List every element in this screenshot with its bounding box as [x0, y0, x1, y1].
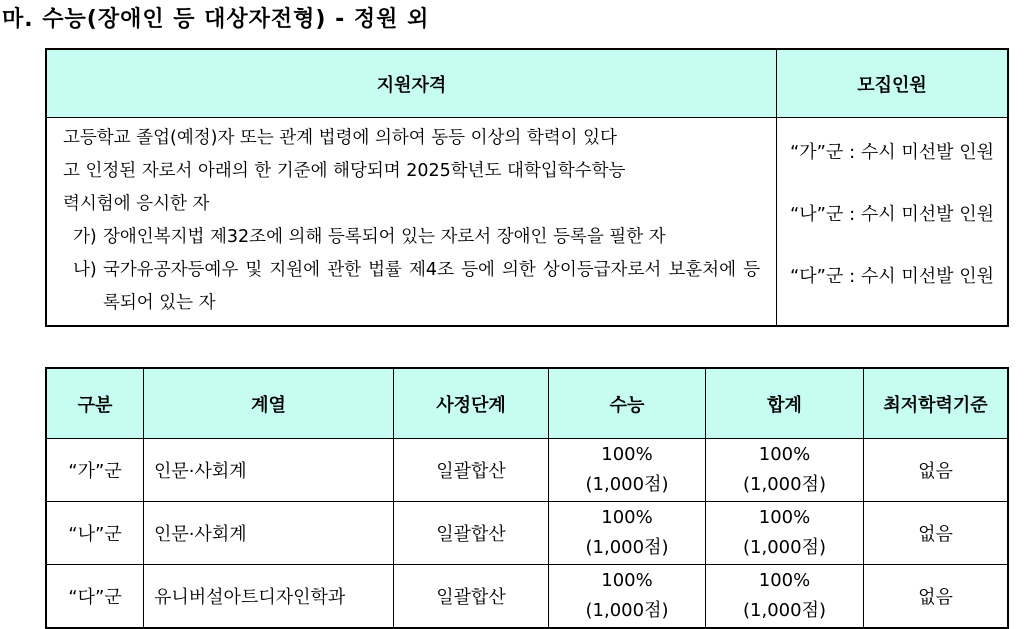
minimum-cell: 없음: [864, 565, 1009, 629]
total-percent: 100%: [758, 444, 811, 465]
suneung-cell: [549, 439, 706, 502]
total-cell: [706, 502, 864, 565]
header-stage: 사정단계: [394, 368, 549, 439]
selection-table: [45, 367, 1009, 629]
qualification-header: 지원자격: [46, 49, 777, 118]
minimum-cell: 없음: [864, 439, 1009, 502]
header-suneung: 수능: [549, 368, 706, 439]
qualification-line: 고 인정된 자로서 아래의 한 기준에 해당되며 2025학년도 대학입학수학능: [63, 161, 626, 181]
qualification-line: 력시험에 응시한 자: [63, 194, 210, 214]
criterion-text: 장애인복지법 제32조에 의해 등록되어 있는 자로서 장애인 등록을 필한 자: [103, 227, 666, 247]
group-cell: “다”군: [46, 565, 144, 629]
total-percent: 100%: [758, 507, 811, 528]
major-cell: 유니버설아트디자인학과: [144, 565, 394, 629]
suneung-percent: 100%: [601, 444, 653, 465]
table-row: [46, 565, 1008, 629]
table-row: [46, 439, 1008, 502]
stage-cell: 일괄합산: [394, 565, 549, 629]
header-total: 합계: [706, 368, 864, 439]
qualification-line: 고등학교 졸업(예정)자 또는 관계 법령에 의하여 동등 이상의 학력이 있다: [63, 128, 617, 148]
quota-cell: [777, 118, 1009, 327]
qualification-table: [45, 48, 1009, 327]
header-major: 계열: [144, 368, 394, 439]
criterion-item: [63, 221, 760, 254]
total-percent: 100%: [758, 570, 811, 591]
total-cell: [706, 439, 864, 502]
suneung-points: (1,000점): [585, 474, 669, 495]
header-minimum: 최저학력기준: [864, 368, 1009, 439]
criterion-item: [63, 254, 760, 320]
total-points: (1,000점): [743, 537, 826, 558]
suneung-points: (1,000점): [585, 600, 669, 621]
major-cell: 인문·사회계: [144, 502, 394, 565]
qualification-body-row: [46, 118, 1008, 327]
quota-da: “다”군 : 수시 미선발 인원: [789, 266, 995, 287]
total-points: (1,000점): [743, 600, 826, 621]
stage-cell: 일괄합산: [394, 439, 549, 502]
suneung-percent: 100%: [601, 570, 653, 591]
group-cell: “가”군: [46, 439, 144, 502]
quota-ga: “가”군 : 수시 미선발 인원: [789, 142, 995, 163]
group-cell: “나”군: [46, 502, 144, 565]
criterion-text: 국가유공자등예우 및 지원에 관한 법률 제4조 등에 의한 상이등급자로서 보훈처에 등록되어 있는 자: [103, 260, 760, 313]
stage-cell: 일괄합산: [394, 502, 549, 565]
quota-na: “나”군 : 수시 미선발 인원: [789, 204, 995, 225]
quota-header: 모집인원: [777, 49, 1009, 118]
qualification-cell: [46, 118, 777, 327]
major-cell: 인문·사회계: [144, 439, 394, 502]
suneung-points: (1,000점): [585, 537, 669, 558]
header-group: 구분: [46, 368, 144, 439]
selection-header-row: [46, 368, 1008, 439]
criterion-marker: 가): [73, 227, 97, 247]
table-row: [46, 502, 1008, 565]
qualification-header-row: [46, 49, 1008, 118]
criterion-marker: 나): [73, 260, 97, 280]
suneung-cell: [549, 565, 706, 629]
minimum-cell: 없음: [864, 502, 1009, 565]
total-points: (1,000점): [743, 474, 826, 495]
total-cell: [706, 565, 864, 629]
suneung-cell: [549, 502, 706, 565]
section-heading: 마. 수능(장애인 등 대상자전형) - 정원 외: [2, 7, 430, 32]
suneung-percent: 100%: [601, 507, 653, 528]
